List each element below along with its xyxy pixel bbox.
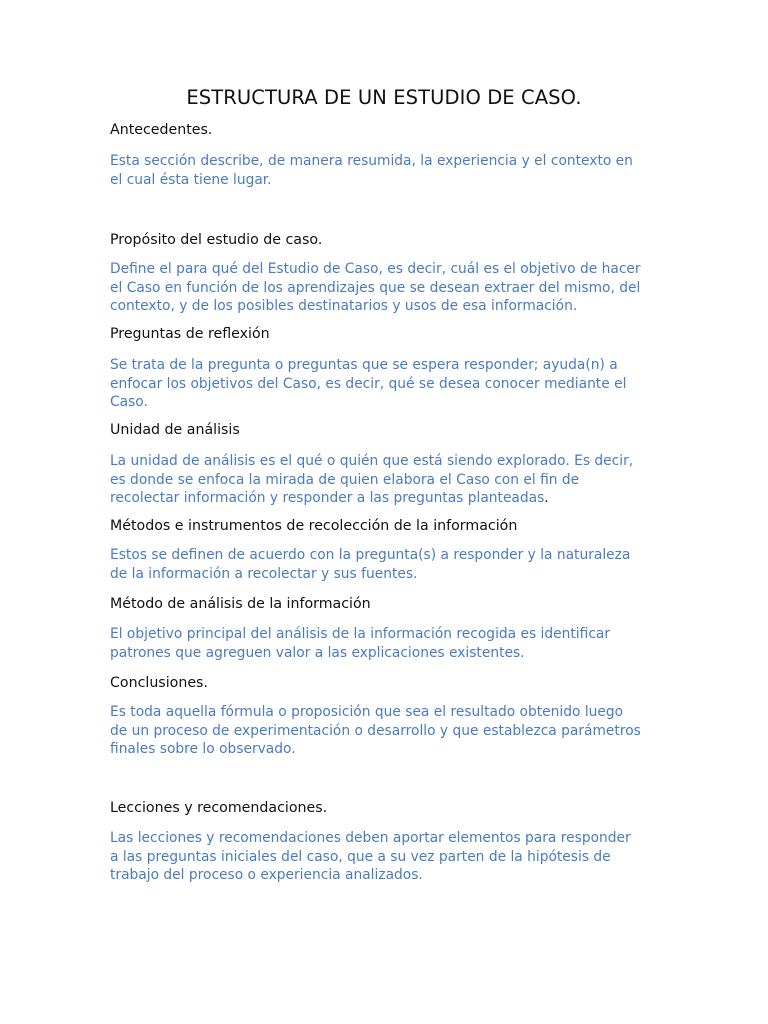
body-line: Define el para qué del Estudio de Caso, es decir, cuál es el objetivo de hacer	[110, 261, 641, 277]
body-line: trabajo del proceso o experiencia analizados.	[110, 867, 423, 884]
body-line: Es toda aquella fórmula o proposición que sea el resultado obtenido luego	[110, 704, 624, 720]
section-heading-proposito: Propósito del estudio de caso.	[110, 232, 323, 248]
body-line: Esta sección describe, de manera resumida, la experiencia y el contexto en	[110, 153, 633, 169]
body-line: a las preguntas iniciales del caso, que a su vez parten de la hipótesis de	[110, 848, 611, 865]
section-heading-lecciones: Lecciones y recomendaciones.	[110, 800, 328, 816]
section-body-proposito	[110, 260, 660, 316]
section-body-antecedentes	[110, 152, 660, 189]
body-line: de un proceso de experimentación o desarrollo y que establezca parámetros	[110, 722, 641, 739]
section-heading-metodos: Métodos e instrumentos de recolección de la información	[110, 518, 518, 534]
body-line: recolectar información y responder a las preguntas planteadas	[110, 490, 545, 507]
body-line: de la información a recolectar y sus fuentes.	[110, 565, 418, 582]
body-line: El objetivo principal del análisis de la información recogida es identificar	[110, 626, 611, 642]
body-period: .	[544, 490, 549, 507]
body-line: Caso.	[110, 394, 148, 411]
body-line: Estos se definen de acuerdo con la pregunta(s) a responder y la naturaleza	[110, 547, 631, 563]
section-body-conclusiones	[110, 703, 660, 759]
body-line: finales sobre lo observado.	[110, 741, 296, 758]
section-heading-analisis: Método de análisis de la información	[110, 596, 371, 612]
body-line: es donde se enfoca la mirada de quien elabora el Caso con el fin de	[110, 471, 580, 488]
body-line: enfocar los objetivos del Caso, es decir, qué se desea conocer mediante el	[110, 375, 627, 392]
section-body-preguntas	[110, 356, 660, 412]
section-body-analisis	[110, 625, 660, 662]
body-line: el Caso en función de los aprendizajes que se desean extraer del mismo, del	[110, 279, 641, 296]
document-title: ESTRUCTURA DE UN ESTUDIO DE CASO.	[186, 86, 582, 109]
body-line: Las lecciones y recomendaciones deben aportar elementos para responder	[110, 830, 631, 846]
body-line: patrones que agreguen valor a las explicaciones existentes.	[110, 644, 525, 661]
body-line: Se trata de la pregunta o preguntas que se espera responder; ayuda(n) a	[110, 357, 618, 373]
body-line: el cual ésta tiene lugar.	[110, 171, 272, 188]
section-heading-preguntas: Preguntas de reflexión	[110, 326, 270, 342]
section-heading-unidad: Unidad de análisis	[110, 422, 240, 438]
section-body-lecciones	[110, 829, 660, 885]
section-heading-antecedentes: Antecedentes.	[110, 122, 213, 138]
body-line: contexto, y de los posibles destinatarios y usos de esa información.	[110, 298, 578, 315]
section-heading-conclusiones: Conclusiones.	[110, 675, 208, 691]
body-line: La unidad de análisis es el qué o quién que está siendo explorado. Es decir,	[110, 453, 634, 469]
section-body-unidad	[110, 452, 660, 508]
section-body-metodos	[110, 546, 660, 583]
